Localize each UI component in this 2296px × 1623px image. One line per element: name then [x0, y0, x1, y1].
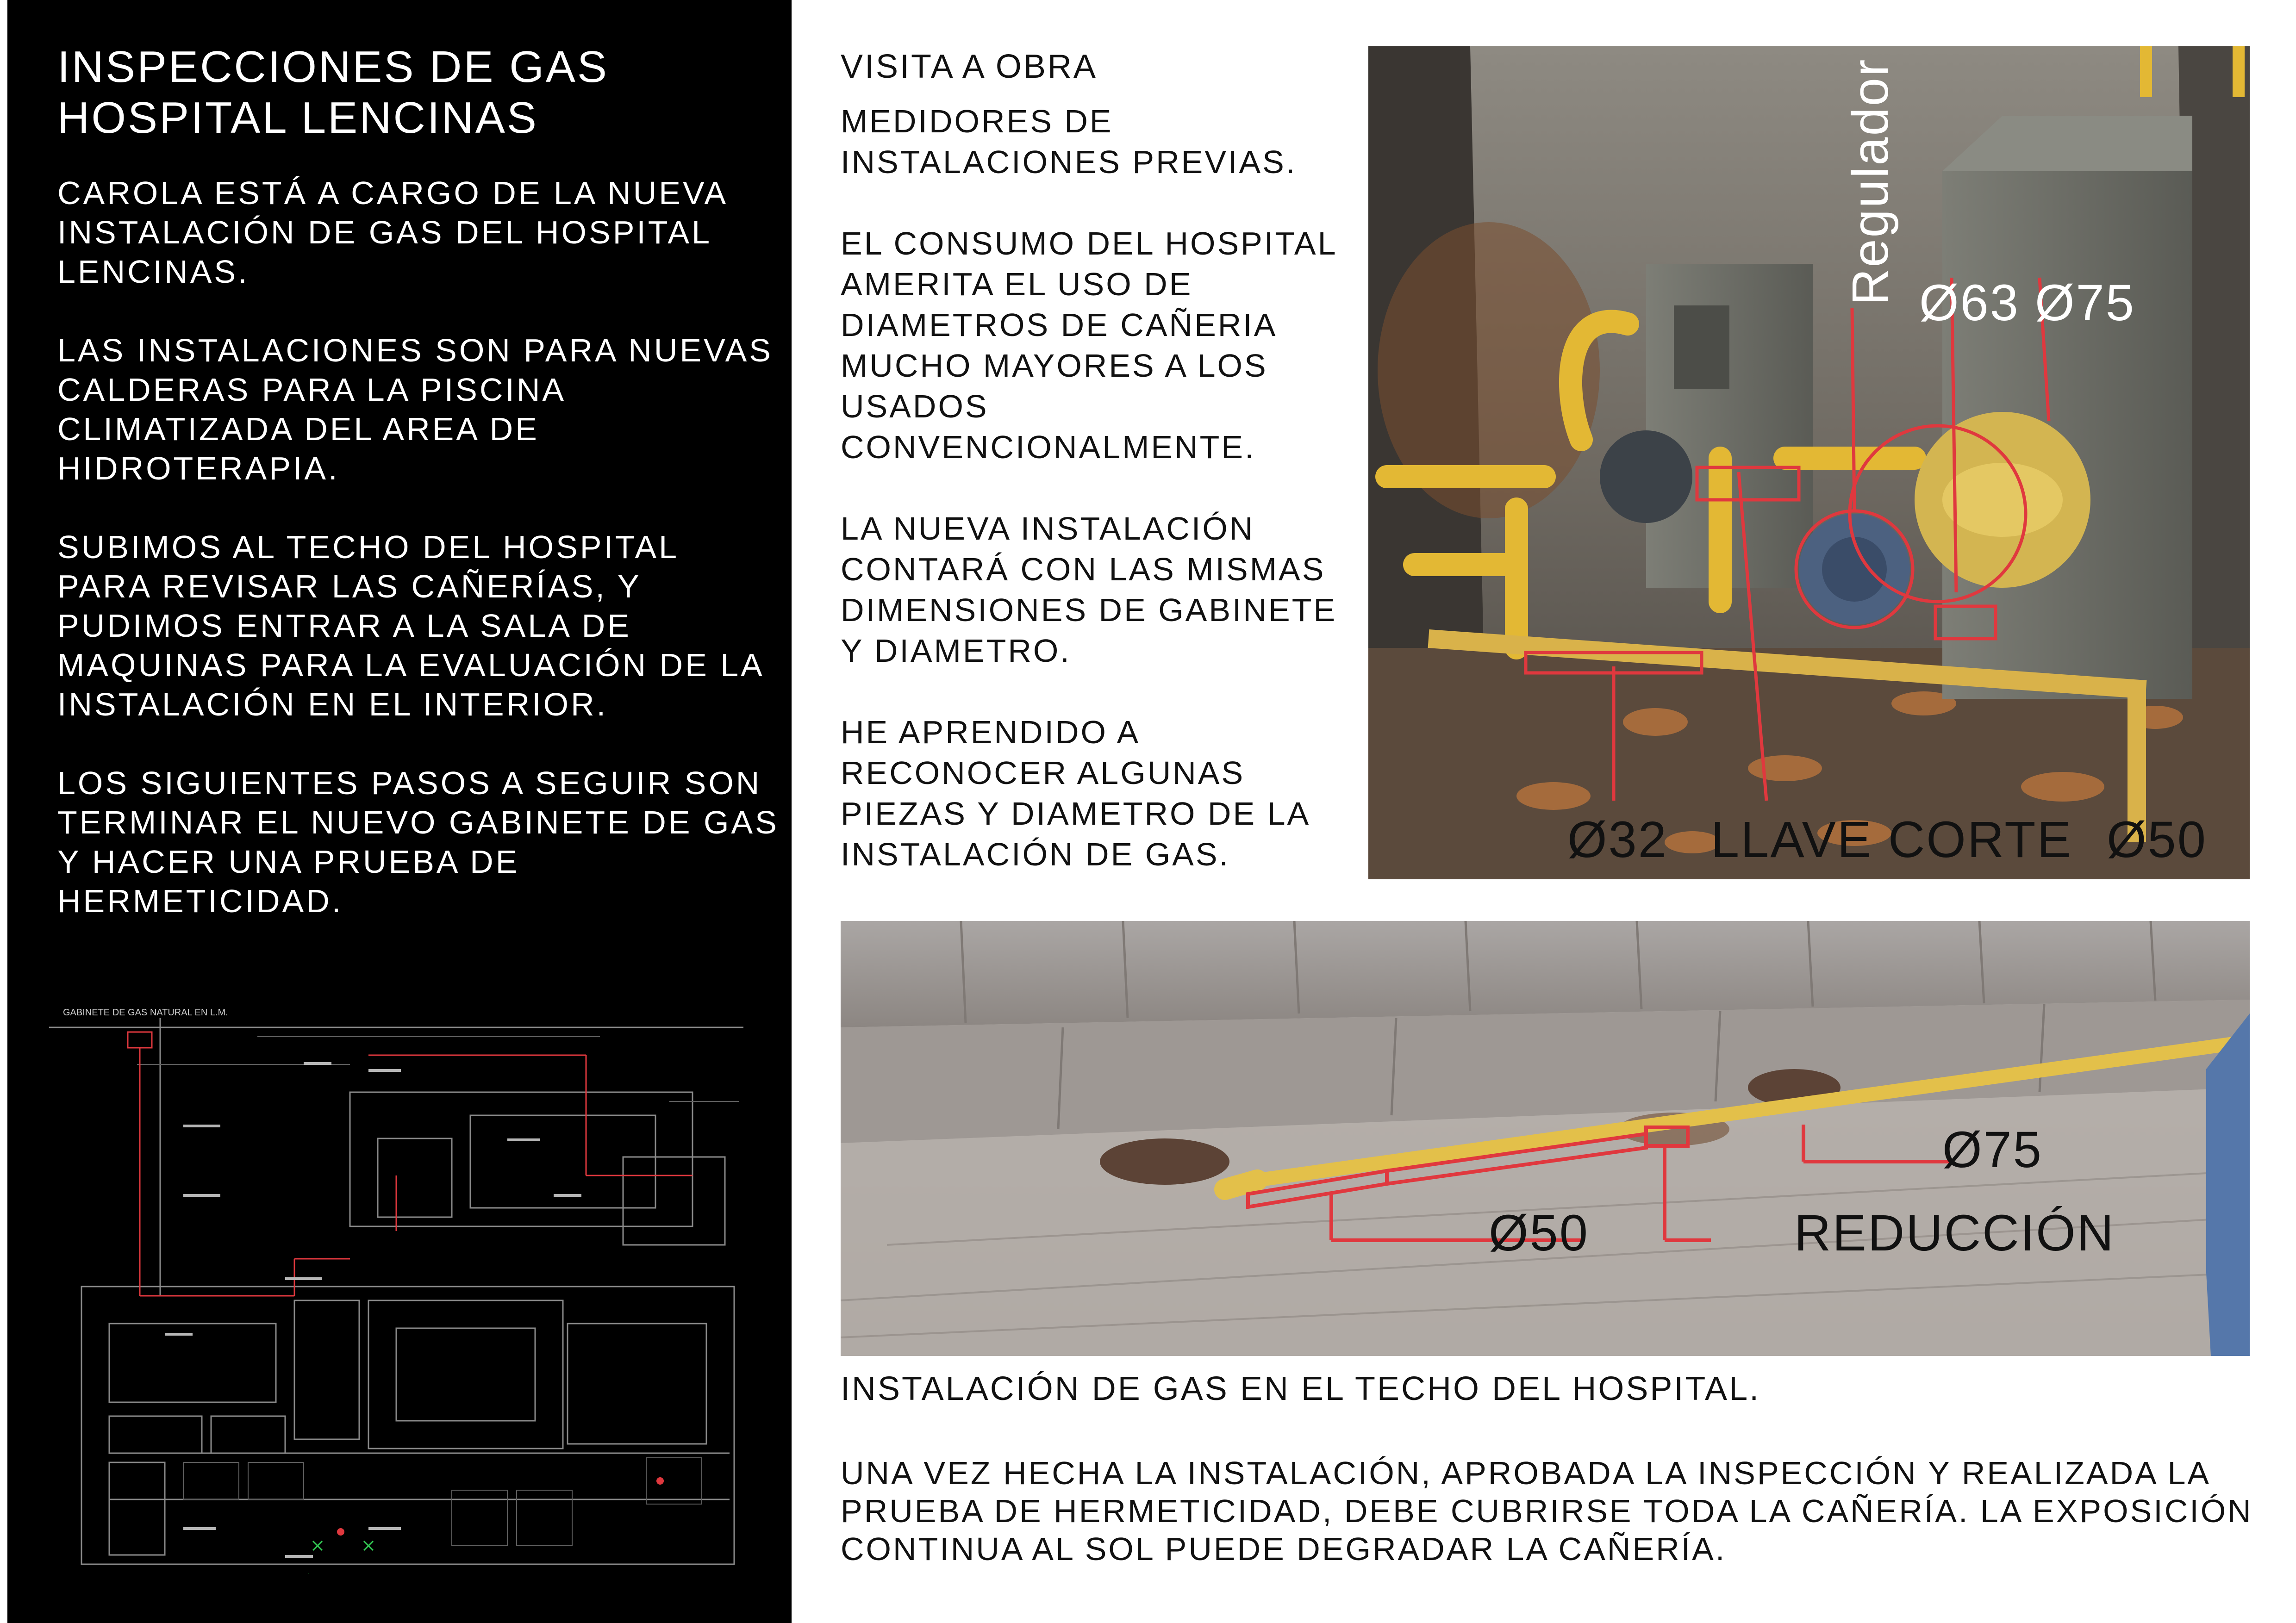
label-d75-meters: Ø75 [2035, 274, 2135, 331]
visit-paragraph-1: MEDIDORES DE INSTALACIONES PREVIAS. [841, 103, 1297, 180]
plan-label-gabinete: GABINETE DE GAS NATURAL EN L.M. [63, 1007, 228, 1018]
title-line-2: HOSPITAL LENCINAS [57, 93, 538, 143]
roof-heading: INSTALACIÓN DE GAS EN EL TECHO DEL HOSPITAL. [841, 1370, 1761, 1407]
roof-pipe-photo [841, 921, 2250, 1356]
label-d50-roof: Ø50 [1489, 1205, 1589, 1262]
visit-notes [841, 46, 1350, 915]
left-paragraph-2: LAS INSTALACIONES SON PARA NUEVAS CALDERAS PARA LA PISCINA CLIMATIZADA DEL AREA DE HIDROTERAPIA. [57, 332, 773, 486]
floor-plan-drawing [44, 1000, 748, 1573]
label-d63: Ø63 [1919, 274, 2020, 331]
left-body [57, 174, 780, 960]
left-paragraph-1: CAROLA ESTÁ A CARGO DE LA NUEVA INSTALACIÓN DE GAS DEL HOSPITAL LENCINAS. [57, 175, 727, 290]
label-regulador: Regulador [1842, 58, 1899, 305]
visit-heading: VISITA A OBRA [841, 48, 1098, 85]
left-panel [7, 0, 792, 1623]
page-title [57, 42, 752, 143]
left-paragraph-3: SUBIMOS AL TECHO DEL HOSPITAL PARA REVISAR LAS CAÑERÍAS, Y PUDIMOS ENTRAR A LA SALA DE MAQUINAS PARA LA EVALUACIÓN DE LA INSTALACIÓN EN EL INTERIOR. [57, 529, 763, 722]
visit-paragraph-3: LA NUEVA INSTALACIÓN CONTARÁ CON LAS MISMAS DIMENSIONES DE GABINETE Y DIAMETRO. [841, 510, 1337, 669]
left-paragraph-4: LOS SIGUIENTES PASOS A SEGUIR SON TERMINAR EL NUEVO GABINETE DE GAS Y HACER UNA PRUEBA DE HERMETICIDAD. [57, 765, 779, 919]
title-line-1: INSPECCIONES DE GAS [57, 42, 609, 92]
meters-photo-svg [1368, 46, 2250, 879]
label-d32: Ø32 [1567, 811, 1668, 868]
roof-paragraph: UNA VEZ HECHA LA INSTALACIÓN, APROBADA LA INSPECCIÓN Y REALIZADA LA PRUEBA DE HERMETICIDAD, DEBE CUBRIRSE TODA LA CAÑERÍA. LA EXPOSICIÓN CONTINUA AL SOL PUEDE DEGRADAR LA CAÑERÍA. [841, 1455, 2253, 1567]
floor-plan-svg [44, 1000, 748, 1573]
label-d50-meters: Ø50 [2107, 811, 2207, 868]
label-d75-roof: Ø75 [1942, 1121, 2043, 1178]
visit-paragraph-4: HE APRENDIDO A RECONOCER ALGUNAS PIEZAS Y DIAMETRO DE LA INSTALACIÓN DE GAS. [841, 714, 1309, 872]
meters-photo [1368, 46, 2250, 879]
roof-notes [841, 1370, 2257, 1568]
visit-paragraph-2: EL CONSUMO DEL HOSPITAL AMERITA EL USO DE DIAMETROS DE CAÑERIA MUCHO MAYORES A LOS USADOS CONVENCIONALMENTE. [841, 225, 1336, 465]
label-llave-corte: LLAVE CORTE [1711, 811, 2072, 868]
label-reduccion: REDUCCIÓN [1794, 1205, 2115, 1262]
